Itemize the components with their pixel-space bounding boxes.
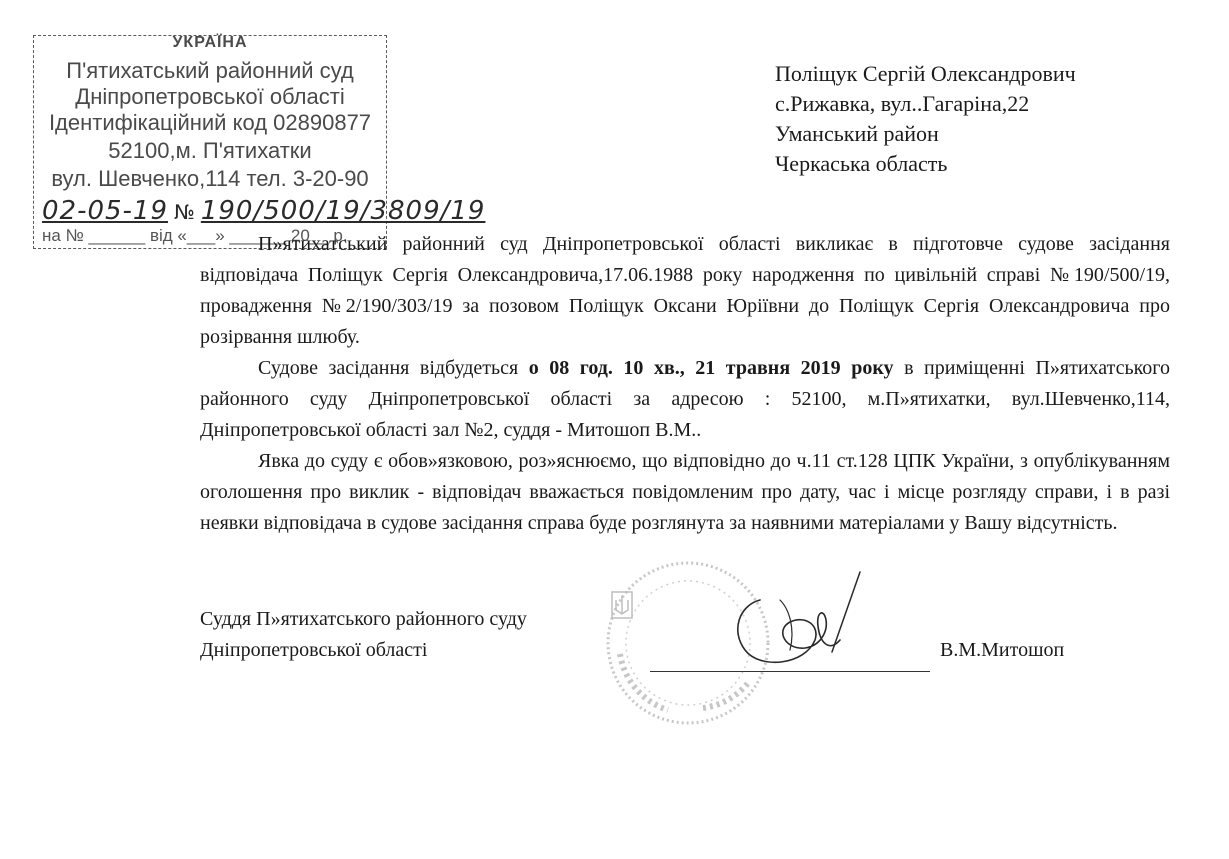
signature-title-line2: Дніпропетровської області <box>200 639 428 661</box>
paragraph-hearing <box>200 353 1170 446</box>
addressee-address: с.Рижавка, вул..Гагаріна,22 <box>775 91 1030 116</box>
hearing-text-location: в приміщенні П»ятихатського районного суду Дніпропетровської області за адресою : 52100, м.П»ятихатки, вул.Шевченко,114, Дніпропетровської області зал №2, суддя - Митошоп В.М.. <box>200 357 1171 441</box>
signature-line <box>650 671 930 672</box>
stamp-court-name: П'ятихатський районний суд <box>66 58 354 83</box>
summons-body <box>200 229 1170 539</box>
addressee-district: Уманський район <box>775 121 939 146</box>
stamp-registration-row <box>42 196 485 226</box>
addressee-block <box>775 59 1076 179</box>
stamp-number-label: № <box>174 200 195 224</box>
stamp-number: 190/500/19/3809/19 <box>200 196 486 226</box>
signature-title <box>200 604 527 666</box>
addressee-region: Черкаська область <box>775 151 948 176</box>
paragraph-notice: Явка до суду є обов»язковою, роз»яснюємо, що відповідно до ч.11 ст.128 ЦПК України, з опублікуванням оголошення про виклик - відповідач вважається повідомленим про дату, час і місце розгляду справи, і в разі неявки відповідача в судове засідання справа буде розглянута за наявними матеріалами у Вашу відсутність. <box>200 450 1170 534</box>
signature-title-line1: Суддя П»ятихатського районного суду <box>200 608 527 630</box>
stamp-address: вул. Шевченко,114 тел. 3-20-90 <box>51 166 369 191</box>
registration-stamp <box>33 34 486 249</box>
stamp-country: УКРАЇНА <box>172 34 248 51</box>
addressee-name: Поліщук Сергій Олександрович <box>775 61 1076 86</box>
stamp-city: 52100,м. П'ятихатки <box>108 138 312 163</box>
stamp-reference-row: на № ______ від «___» ______ 20__ р. <box>42 226 348 245</box>
hearing-text-lead: Судове засідання відбудеться <box>258 357 529 379</box>
stamp-region: Дніпропетровської області <box>75 84 345 109</box>
judge-name: В.М.Митошоп <box>940 639 1065 661</box>
paragraph-summons: П»ятихатський районний суд Дніпропетровської області викликає в підготовче судове засідання відповідача Поліщук Сергія Олександровича,17.06.1988 року народження по цивільній справі №190/500/19, провадження №2/190/303/19 за позовом Поліщук Оксани Юріївни до Поліщук Сергія Олександровича про розірвання шлюбу. <box>200 233 1170 348</box>
stamp-date: 02-05-19 <box>42 196 169 226</box>
hearing-datetime: о 08 год. 10 хв., 21 травня 2019 року <box>528 357 894 379</box>
stamp-id-code: Ідентифікаційний код 02890877 <box>48 110 372 135</box>
